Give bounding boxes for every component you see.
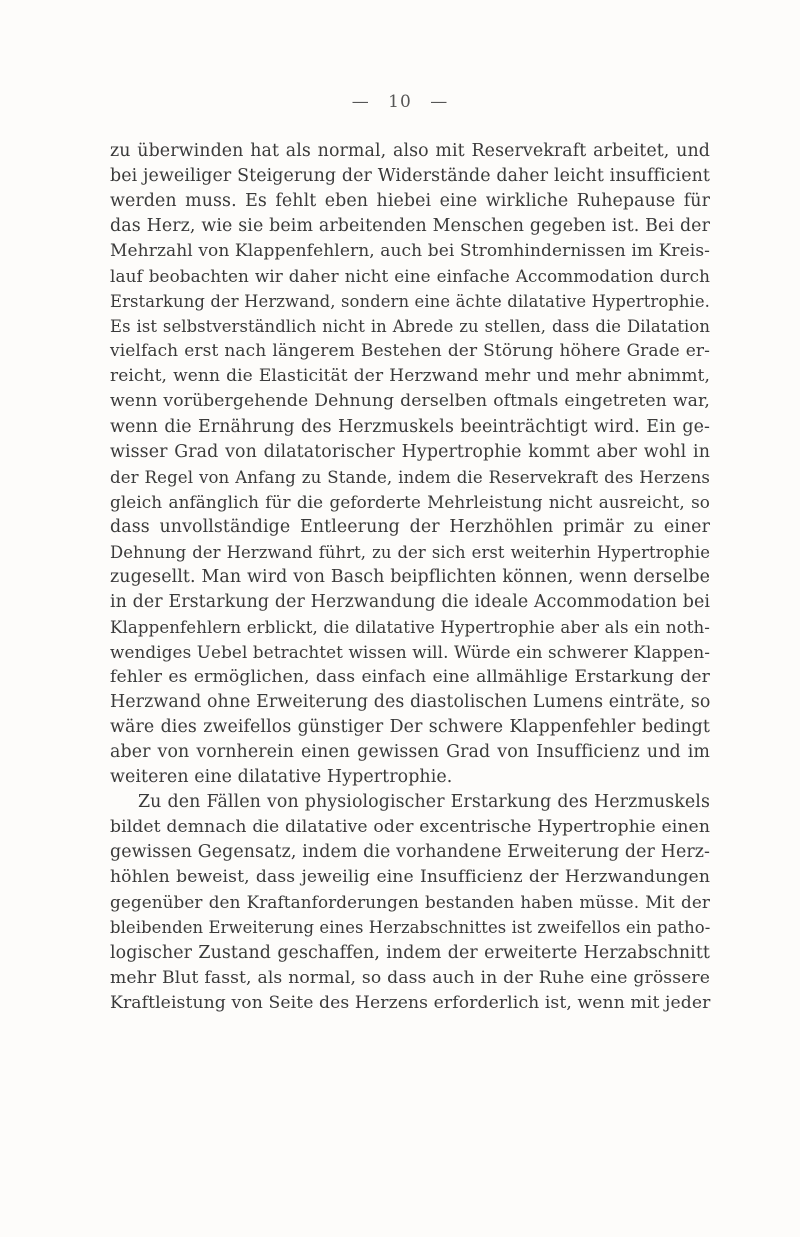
text-line: Herzwand ohne Erweiterung des diastolischen Lumens einträte, so — [110, 692, 711, 713]
text-line: Kraftleistung von Seite des Herzens erforderlich ist, wenn mit jeder — [110, 992, 711, 1013]
body-text — [110, 139, 710, 1016]
text-line: weiteren eine dilatative Hypertrophie. — [110, 767, 453, 788]
page-number-dash-left: — — [351, 92, 370, 112]
text-line: Mehrzahl von Klappenfehlern, auch bei Stromhindernissen im Kreis- — [110, 241, 710, 262]
text-line: fehler es ermöglichen, dass einfach eine allmählige Erstarkung der — [110, 666, 710, 687]
text-line: höhlen beweist, dass jeweilig eine Insufficienz der Herzwandungen — [110, 867, 710, 888]
text-line: wenn die Ernährung des Herzmuskels beeinträchtigt wird. Ein ge- — [110, 416, 710, 437]
text-line: bildet demnach die dilatative oder excentrische Hypertrophie einen — [110, 817, 710, 838]
text-line: werden muss. Es fehlt eben hiebei eine wirkliche Ruhepause für — [110, 191, 710, 212]
text-line: mehr Blut fasst, als normal, so dass auch in der Ruhe eine grössere — [110, 967, 710, 988]
text-line: in der Erstarkung der Herzwandung die ideale Accommodation bei — [110, 591, 710, 612]
text-line: Klappenfehlern erblickt, die dilatative Hypertrophie aber als ein noth- — [110, 617, 710, 637]
text-line: wäre dies zweifellos günstiger Der schwere Klappenfehler bedingt — [110, 717, 710, 738]
text-line: reicht, wenn die Elasticität der Herzwand mehr und mehr abnimmt, — [110, 366, 710, 387]
text-line: lauf beobachten wir daher nicht eine einfache Accommodation durch — [110, 266, 710, 287]
text-line: das Herz, wie sie beim arbeitenden Menschen gegeben ist. Bei der — [110, 216, 710, 237]
text-line: Dehnung der Herzwand führt, zu der sich erst weiterhin Hypertrophie — [110, 542, 710, 562]
text-line: Zu den Fällen von physiologischer Erstarkung des Herzmuskels — [138, 792, 710, 813]
page-number-dash-right: — — [430, 92, 449, 112]
text-line: bleibenden Erweiterung eines Herzabschnittes ist zweifellos ein patho- — [110, 918, 711, 938]
text-line: gleich anfänglich für die geforderte Mehrleistung nicht ausreicht, so — [110, 491, 710, 512]
text-line: zu überwinden hat als normal, also mit Reservekraft arbeitet, und — [110, 141, 710, 161]
page-number-value: 10 — [388, 92, 412, 112]
text-line: zugesellt. Man wird von Basch beipflichten können, wenn derselbe — [110, 566, 710, 587]
text-line: gegenüber den Kraftanforderungen bestanden haben müsse. Mit der — [110, 892, 710, 913]
text-line: Erstarkung der Herzwand, sondern eine ächte dilatative Hypertrophie. — [110, 292, 710, 312]
text-line: bei jeweiliger Steigerung der Widerstände daher leicht insufficient — [110, 166, 710, 187]
text-line: wisser Grad von dilatatorischer Hypertrophie kommt aber wohl in — [110, 441, 710, 462]
text-line: dass unvollständige Entleerung der Herzhöhlen primär zu einer — [110, 516, 710, 537]
text-line: wendiges Uebel betrachtet wissen will. Würde ein schwerer Klappen- — [110, 641, 710, 662]
text-line: wenn vorübergehende Dehnung derselben oftmals eingetreten war, — [110, 391, 710, 412]
text-line: Es ist selbstverständlich nicht in Abrede zu stellen, dass die Dilatation — [110, 317, 710, 337]
text-line: logischer Zustand geschaffen, indem der erweiterte Herzabschnitt — [110, 942, 710, 963]
page-number — [0, 92, 800, 112]
text-line: gewissen Gegensatz, indem die vorhandene Erweiterung der Herz- — [110, 842, 710, 863]
text-line: vielfach erst nach längerem Bestehen der Störung höhere Grade er- — [110, 341, 710, 362]
text-line: aber von vornherein einen gewissen Grad von Insufficienz und im — [110, 742, 710, 763]
text-line: der Regel von Anfang zu Stande, indem die Reservekraft des Herzens — [110, 467, 710, 487]
